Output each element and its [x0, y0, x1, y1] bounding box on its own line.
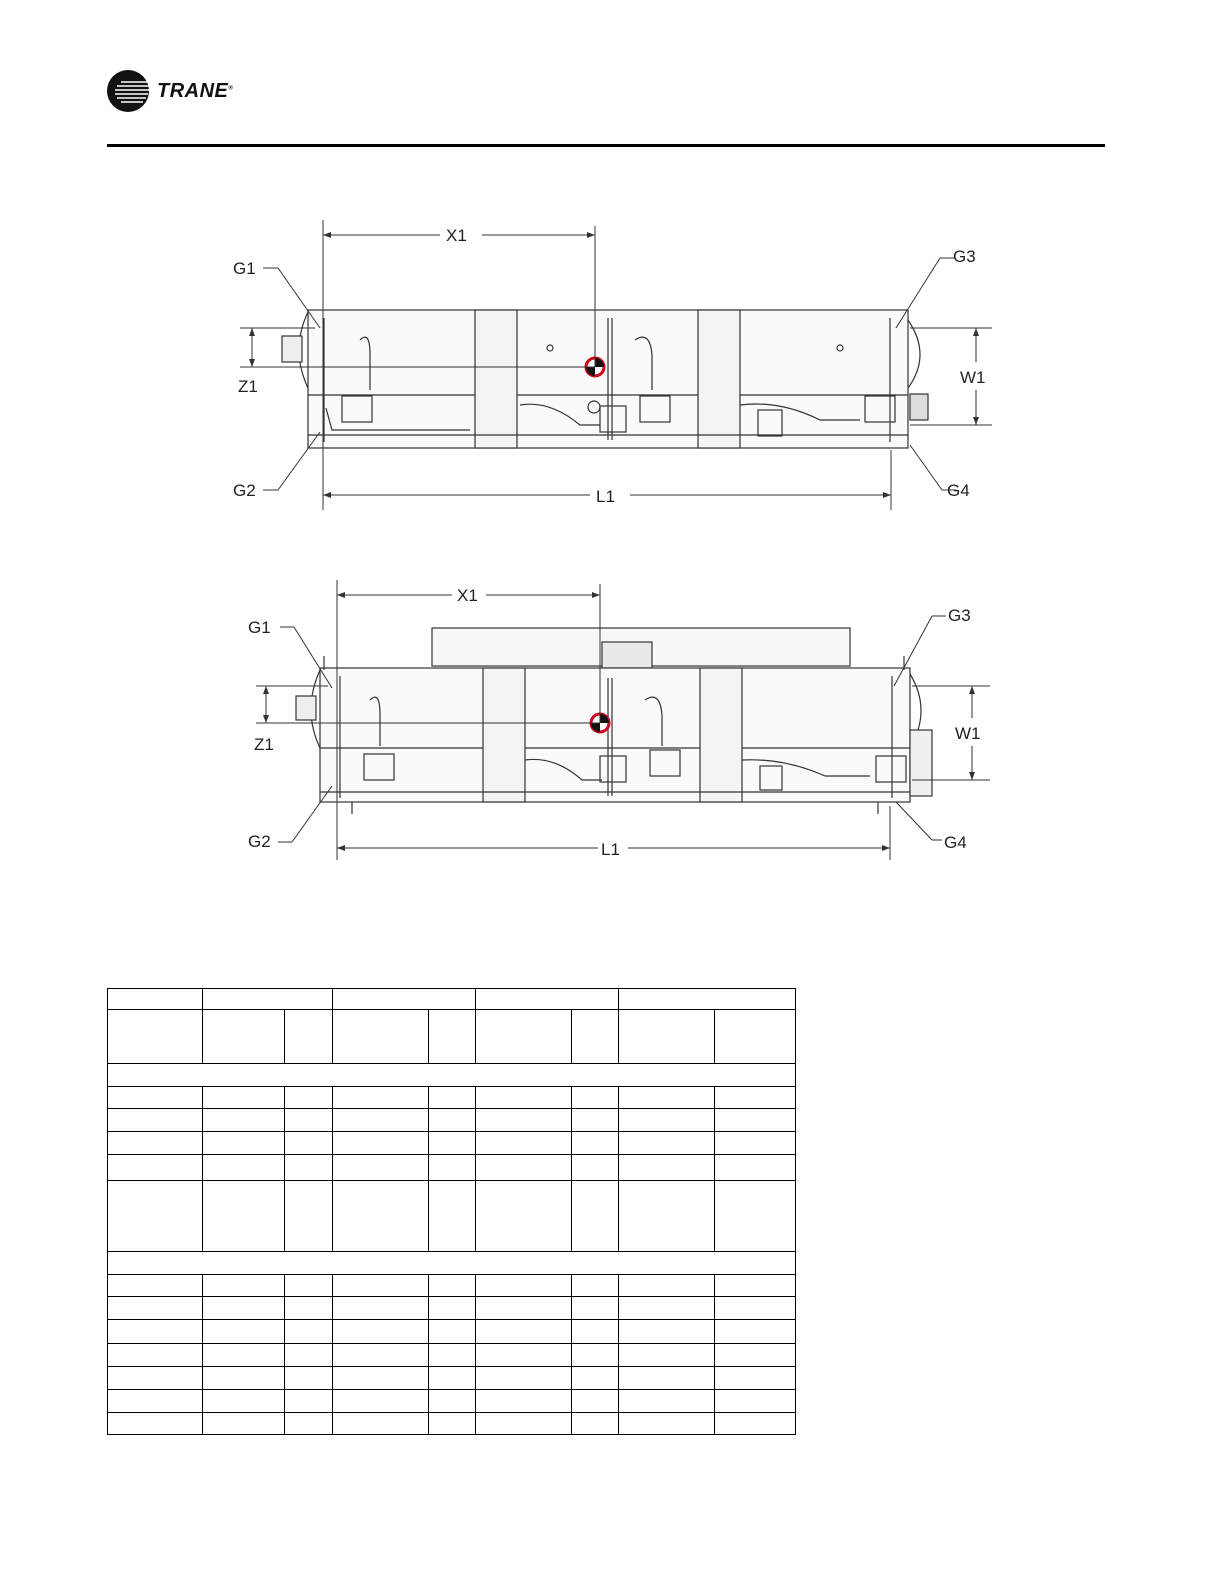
dim-label-l1: L1 [596, 487, 615, 506]
table-cell [572, 1367, 619, 1390]
table-cell [333, 1109, 429, 1132]
table-cell [619, 1010, 715, 1064]
unit-outline-top [220, 210, 1010, 520]
table-cell [572, 1087, 619, 1109]
table-row [108, 1181, 796, 1252]
table-cell [619, 1275, 715, 1297]
table-cell [572, 1181, 619, 1252]
table-cell [715, 1367, 796, 1390]
table-row [108, 1320, 796, 1344]
table-cell [285, 1275, 333, 1297]
table-cell [203, 1320, 285, 1344]
unit-outline-bottom [220, 570, 1010, 870]
table-cell [108, 1297, 203, 1320]
table-cell [715, 1155, 796, 1181]
unit-drawing-top [220, 210, 1010, 520]
table-cell [429, 1297, 476, 1320]
brand-wordmark: TRANE® [157, 80, 234, 102]
table-cell [572, 1275, 619, 1297]
table-cell [333, 989, 476, 1010]
table-cell [572, 1132, 619, 1155]
table-cell [285, 1087, 333, 1109]
table-cell [476, 1087, 572, 1109]
table-cell [108, 989, 203, 1010]
table-cell [619, 1109, 715, 1132]
table-subheader-row [108, 1010, 796, 1064]
table-cell [108, 1109, 203, 1132]
table-cell [619, 1390, 715, 1413]
table-cell [619, 1413, 715, 1435]
table-cell [285, 1109, 333, 1132]
table-cell [476, 1297, 572, 1320]
table-cell [715, 1320, 796, 1344]
dim-label-l1: L1 [601, 840, 620, 859]
table-cell [203, 1109, 285, 1132]
table-cell [429, 1155, 476, 1181]
table-cell [572, 1010, 619, 1064]
table-cell [476, 1367, 572, 1390]
table-cell [108, 1155, 203, 1181]
table-cell [333, 1155, 429, 1181]
table-cell [429, 1010, 476, 1064]
table-cell [203, 1010, 285, 1064]
point-label-g4: G4 [947, 481, 970, 500]
table-cell [619, 1367, 715, 1390]
table-cell [285, 1297, 333, 1320]
table-cell [619, 1344, 715, 1367]
point-label-g2: G2 [233, 481, 256, 500]
table-row [108, 1344, 796, 1367]
table-cell [333, 1181, 429, 1252]
table-cell [333, 1390, 429, 1413]
table-cell [203, 1181, 285, 1252]
table-row [108, 1367, 796, 1390]
table-cell [285, 1344, 333, 1367]
table-cell [476, 1390, 572, 1413]
table-cell [619, 1297, 715, 1320]
table-cell [333, 1132, 429, 1155]
table-cell [203, 1413, 285, 1435]
table-section-title [108, 1064, 796, 1087]
table-cell [285, 1390, 333, 1413]
table-cell [108, 1275, 203, 1297]
table-row [108, 1275, 796, 1297]
table-cell [108, 1010, 203, 1064]
page-header [0, 0, 1224, 150]
table-cell [619, 989, 796, 1010]
table-cell [203, 1390, 285, 1413]
table-cell [108, 1367, 203, 1390]
table-cell [715, 1297, 796, 1320]
table-cell [476, 1413, 572, 1435]
table-cell [285, 1132, 333, 1155]
table-cell [203, 1087, 285, 1109]
table-cell [203, 1344, 285, 1367]
table-cell [715, 1132, 796, 1155]
table-cell [476, 989, 619, 1010]
table-cell [108, 1181, 203, 1252]
table-cell [285, 1320, 333, 1344]
table-cell [429, 1344, 476, 1367]
table-cell [333, 1010, 429, 1064]
table-row [108, 1413, 796, 1435]
table-cell [429, 1109, 476, 1132]
table-cell [715, 1344, 796, 1367]
table-cell [333, 1320, 429, 1344]
table-cell [285, 1155, 333, 1181]
table-section-row [108, 1064, 796, 1087]
table-cell [285, 1010, 333, 1064]
point-label-g2: G2 [248, 832, 271, 851]
weights-table [107, 988, 796, 1435]
table-cell [203, 1367, 285, 1390]
table-cell [715, 1275, 796, 1297]
table-cell [476, 1275, 572, 1297]
table-row [108, 1087, 796, 1109]
point-label-g1: G1 [233, 259, 256, 278]
unit-drawing-bottom [220, 570, 1010, 870]
table-cell [619, 1132, 715, 1155]
table-cell [572, 1390, 619, 1413]
table-header-row [108, 989, 796, 1010]
dim-label-w1: W1 [955, 724, 981, 743]
table-cell [572, 1109, 619, 1132]
table-cell [572, 1413, 619, 1435]
table-cell [285, 1413, 333, 1435]
table-cell [108, 1132, 203, 1155]
table-cell [476, 1010, 572, 1064]
table-cell [715, 1390, 796, 1413]
table-cell [429, 1132, 476, 1155]
table-cell [619, 1087, 715, 1109]
table-cell [333, 1087, 429, 1109]
table-cell [572, 1344, 619, 1367]
table-cell [108, 1390, 203, 1413]
table-cell [333, 1297, 429, 1320]
table-cell [572, 1297, 619, 1320]
table-cell [429, 1413, 476, 1435]
table-row [108, 1297, 796, 1320]
table-row [108, 1109, 796, 1132]
table-cell [333, 1344, 429, 1367]
table-cell [285, 1367, 333, 1390]
table-cell [108, 1087, 203, 1109]
dim-label-z1: Z1 [254, 735, 274, 754]
dim-label-x1: X1 [457, 586, 478, 605]
table-cell [715, 1010, 796, 1064]
table-cell [476, 1155, 572, 1181]
header-rule [107, 144, 1105, 147]
table-cell [476, 1132, 572, 1155]
table-cell [715, 1087, 796, 1109]
table-cell [203, 989, 333, 1010]
table-cell [429, 1367, 476, 1390]
dim-label-z1: Z1 [238, 377, 258, 396]
table-cell [572, 1155, 619, 1181]
trane-logo [107, 70, 234, 116]
table-cell [333, 1413, 429, 1435]
table-cell [429, 1320, 476, 1344]
table-section-title [108, 1252, 796, 1275]
table-cell [429, 1181, 476, 1252]
point-label-g1: G1 [248, 618, 271, 637]
table-cell [619, 1155, 715, 1181]
table-cell [203, 1132, 285, 1155]
table-cell [619, 1320, 715, 1344]
table-cell [619, 1181, 715, 1252]
point-label-g4: G4 [944, 833, 967, 852]
table-cell [715, 1413, 796, 1435]
table-cell [572, 1320, 619, 1344]
table-cell [108, 1344, 203, 1367]
table-cell [203, 1275, 285, 1297]
table-cell [285, 1181, 333, 1252]
trane-logo-icon [107, 70, 153, 116]
table-cell [476, 1344, 572, 1367]
dim-label-w1: W1 [960, 368, 986, 387]
table-cell [476, 1181, 572, 1252]
table-cell [333, 1275, 429, 1297]
table-cell [429, 1390, 476, 1413]
table-cell [476, 1109, 572, 1132]
table-cell [715, 1109, 796, 1132]
table-row [108, 1390, 796, 1413]
point-label-g3: G3 [953, 247, 976, 266]
table-cell [203, 1297, 285, 1320]
table-cell [476, 1320, 572, 1344]
dim-label-x1: X1 [446, 226, 467, 245]
table-cell [333, 1367, 429, 1390]
table-cell [203, 1155, 285, 1181]
table-section-row [108, 1252, 796, 1275]
table-cell [429, 1087, 476, 1109]
table-cell [429, 1275, 476, 1297]
point-label-g3: G3 [948, 606, 971, 625]
table-cell [108, 1320, 203, 1344]
table-cell [715, 1181, 796, 1252]
table-row [108, 1132, 796, 1155]
table-cell [108, 1413, 203, 1435]
table-row [108, 1155, 796, 1181]
